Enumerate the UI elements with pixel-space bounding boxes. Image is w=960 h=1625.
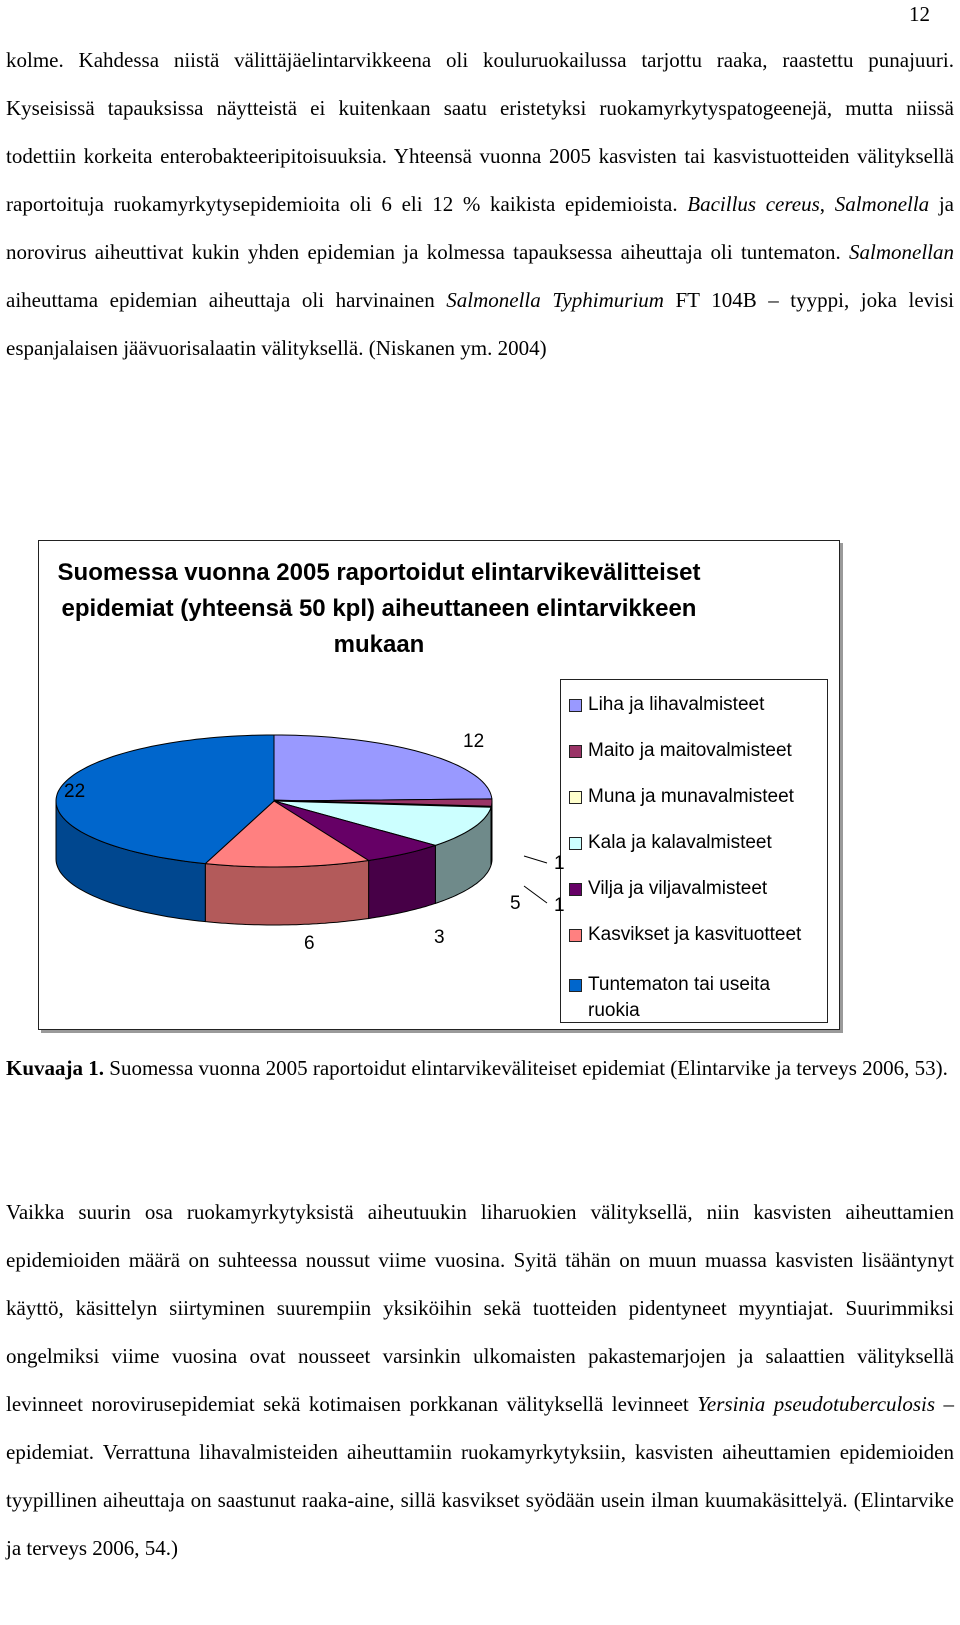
legend-swatch-0 [569, 699, 582, 712]
caption-text: Suomessa vuonna 2005 raportoidut elintarvikeväliteiset epidemiat (Elintarvike ja terveys 2006, 53). [104, 1056, 948, 1080]
legend-swatch-3 [569, 837, 582, 850]
para1-text-b: ja norovirus aiheuttivat kukin yhden epidemian ja kolmessa tapauksessa aiheuttaja oli tuntematon. [6, 192, 955, 264]
caption-label: Kuvaaja 1. [6, 1056, 105, 1080]
pie-data-label-3: 5 [510, 893, 521, 914]
chart-frame [38, 540, 840, 1030]
legend-label-2: Muna ja munavalmisteet [588, 786, 794, 807]
para1-text-d: FT 104B – tyyppi, joka levisi espanjalaisen jäävuorisalaatin välityksellä. (Niskanen ym. 2004) [6, 288, 954, 360]
body-paragraph-2 [6, 1188, 954, 1572]
pie-data-label-6: 22 [64, 781, 86, 802]
pie-data-label-4: 3 [434, 927, 445, 948]
legend-swatch-6 [569, 979, 582, 992]
para1-text-a: kolme. Kahdessa niistä välittäjäelintarvikkeena oli kouluruokailussa tarjottu raaka, raastettu punajuuri. Kyseisissä tapauksissa näytteistä ei kuitenkaan saatu eristetyksi ruokamyrkytyspatogeenejä, mutta niissä todettiin korkeita enterobakteeripitoisuuksia. Yhteensä vuonna 2005 kasvisten tai kasvistuotteiden välityksellä raportoituja ruokamyrkytysepidemioita oli 6 eli 12 % kaikista epidemioista. [6, 48, 954, 216]
pie-data-label-2: 1 [554, 895, 565, 916]
legend-swatch-4 [569, 883, 582, 896]
para1-italic-salmonella: Salmonella [834, 192, 930, 216]
chart-legend [560, 679, 828, 1023]
pie-data-label-0: 12 [463, 731, 485, 752]
legend-label-1: Maito ja maitovalmisteet [588, 740, 792, 761]
legend-label-6: Tuntematon tai useita ruokia [588, 974, 771, 1021]
figure-caption [6, 1044, 954, 1092]
pie-side-5 [205, 861, 368, 926]
legend-label-4: Vilja ja viljavalmisteet [588, 878, 768, 899]
pie-leader-lines [524, 856, 547, 903]
para2-italic-yersinia: Yersinia pseudotuberculosis [697, 1392, 936, 1416]
chart-title: Suomessa vuonna 2005 raportoidut elintarvikevälitteiset epidemiat (yhteensä 50 kpl) aiheuttaneen elintarvikkeen mukaan [57, 559, 701, 658]
pie-data-label-1: 1 [554, 853, 565, 874]
para1-italic-salmonellan: Salmonellan [849, 240, 954, 264]
legend-label-3: Kala ja kalavalmisteet [588, 832, 772, 853]
legend-label-5: Kasvikset ja kasvituotteet [588, 924, 802, 945]
para2-text-a: Vaikka suurin osa ruokamyrkytyksistä aiheutuukin liharuokien välityksellä, niin kasvisten aiheuttamien epidemioiden määrä on suhteessa noussut viime vuosina. Syitä tähän on muun muassa kasvisten lisääntynyt käyttö, käsittelyn siirtyminen suurempiin yksiköihin sekä tuotteiden pidentyneet myyntiajat. Suurimmiksi ongelmiksi viime vuosina ovat nousseet varsinkin ulkomaisten pakastemarjojen ja salaattien välityksellä levinneet norovirusepidemiat sekä kotimaisen porkkanan välityksellä levinneet [6, 1200, 954, 1416]
legend-swatch-2 [569, 791, 582, 804]
para1-text-c: aiheuttama epidemian aiheuttaja oli harvinainen [6, 288, 447, 312]
pie-slice-0 [274, 735, 492, 801]
legend-label-0: Liha ja lihavalmisteet [588, 694, 765, 715]
legend-swatch-1 [569, 745, 582, 758]
page-number: 12 [909, 2, 930, 26]
para2-text-b: – epidemiat. Verrattuna lihavalmisteiden aiheuttamiin ruokamyrkytyksiin, kasvisten aiheuttamien epidemioiden tyypillinen aiheuttaja on saastunut raaka-aine, sillä kasvikset syödään usein ilman kuumakäsittelyä. (Elintarvike ja terveys 2006, 54.) [6, 1392, 955, 1560]
para1-italic-bacillus: Bacillus cereus [687, 192, 820, 216]
para1-comma: , [819, 192, 835, 216]
pie-chart [39, 541, 559, 1029]
pie-data-label-5: 6 [304, 933, 315, 954]
body-paragraph-1 [6, 36, 954, 372]
legend-swatch-5 [569, 929, 582, 942]
para1-italic-typhimurium: Salmonella Typhimurium [446, 288, 664, 312]
